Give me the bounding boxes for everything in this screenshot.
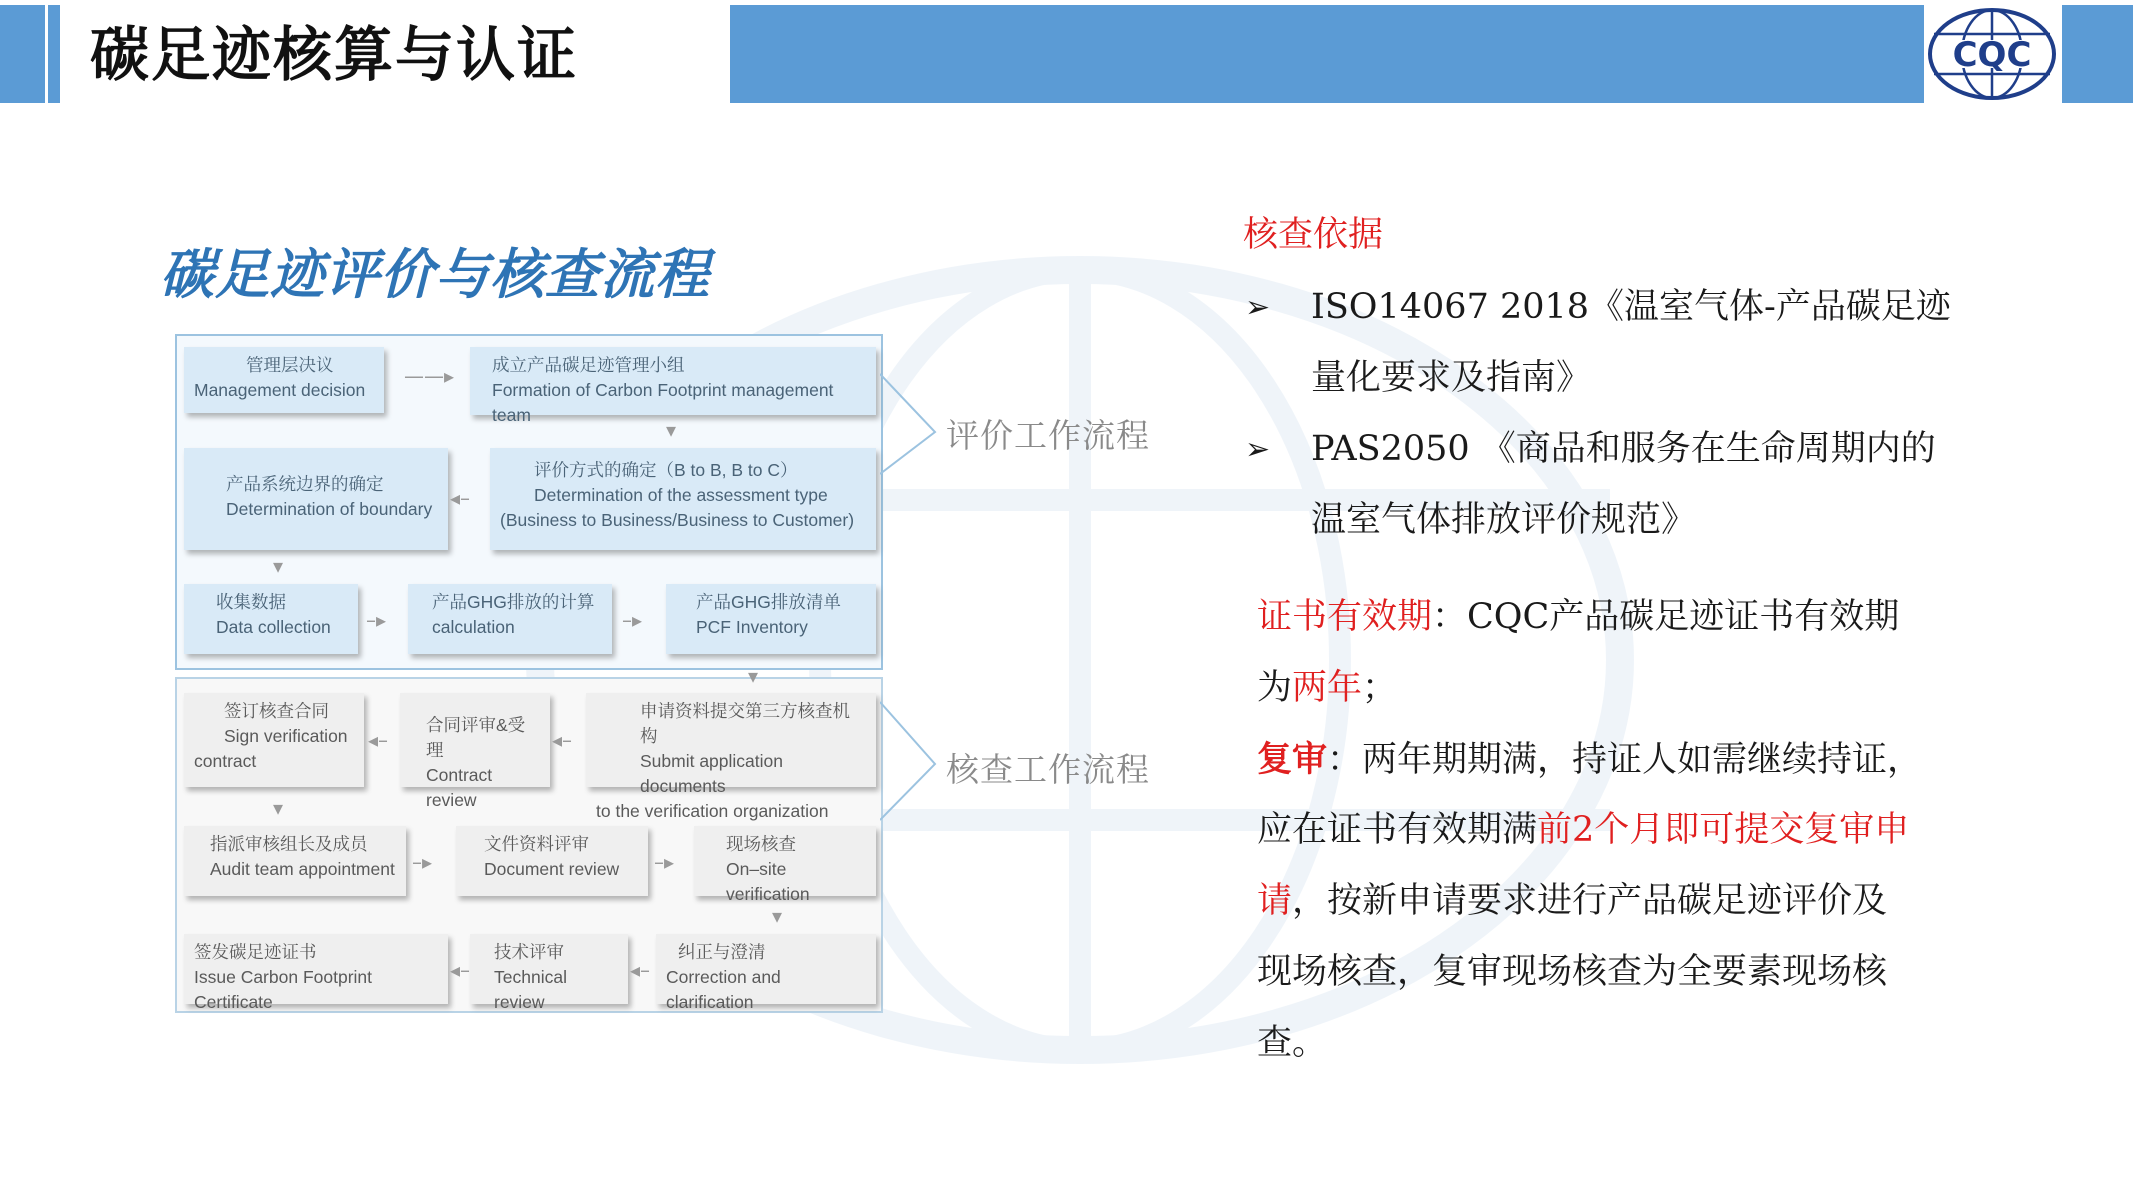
renew-line-5: 查。 [1257, 1023, 1328, 1063]
arrow-right-icon: –▸ [654, 850, 675, 874]
box-correction [656, 934, 876, 1012]
box-en-label: contract [194, 751, 257, 771]
box-zh-label: 收集数据 [216, 592, 286, 612]
basis-item-1-line-1: ISO14067 2018《温室气体-产品碳足迹 [1311, 287, 1951, 327]
box-zh-label: 签发碳足迹证书 [194, 942, 317, 962]
validity-line-1 [1257, 582, 1899, 653]
box-en-label: Determination of boundary [226, 499, 433, 519]
renew-line-1 [1257, 724, 1922, 796]
arrow-left-icon: ◂– [450, 958, 471, 982]
renew-line-3 [1257, 866, 1887, 937]
arrow-right-icon: –▸ [366, 608, 387, 632]
box-sign-contract [184, 693, 364, 787]
arrow-right-icon: –▸ [622, 608, 643, 632]
page-title: 碳足迹核算与认证 [90, 20, 579, 89]
box-submit-documents [586, 693, 876, 821]
box-contract-review [400, 693, 550, 810]
flow-title: 碳足迹评价与核查流程 [160, 243, 710, 306]
box-zh-label: 文件资料评审 [484, 834, 589, 854]
validity-suffix: ； [1362, 668, 1398, 708]
verification-label: 核查工作流程 [946, 750, 1150, 789]
box-en-label: Issue Carbon Footprint Certificate [194, 967, 373, 1012]
validity-prefix: 为 [1257, 668, 1293, 708]
arrow-down-icon: ▾ [273, 554, 284, 578]
box-en-label: to the verification organization [596, 801, 829, 821]
box-zh-label: 合同评审&受理 [426, 715, 526, 760]
box-zh-label: 签订核查合同 [224, 701, 329, 721]
arrow-down-icon: ▾ [666, 418, 677, 442]
arrow-left-icon: ◂– [552, 728, 573, 752]
header-accent-line [48, 5, 60, 103]
box-en-label: Submit application documents [640, 751, 783, 796]
validity-label: 证书有效期 [1257, 597, 1433, 637]
cqc-logo [1924, 4, 2060, 104]
box-zh-label: 技术评审 [494, 942, 564, 962]
validity-line-2 [1257, 653, 1397, 724]
renew-line-3-post: ，按新申请要求进行产品碳足迹评价及 [1292, 881, 1888, 921]
box-zh-label: 现场核查 [726, 834, 796, 854]
arrow-down-icon: ▾ [772, 904, 783, 928]
header-bar [730, 5, 1925, 103]
logo-text: CQC [1952, 35, 2032, 75]
header-accent-block [0, 5, 45, 103]
box-en-label: Determination of the assessment type [534, 485, 828, 505]
box-en-label: Audit team appointment [210, 859, 395, 879]
bullet-arrow-icon: ➢ [1245, 290, 1271, 325]
box-en-label: Formation of Carbon Footprint management team [492, 380, 834, 425]
renew-line-2-pre: 应在证书有效期满 [1257, 810, 1538, 850]
renew-line-3-red: 请 [1257, 881, 1293, 921]
box-zh-label: 纠正与澄清 [678, 942, 766, 962]
header-bar-right [2062, 5, 2133, 103]
box-audit-team [184, 826, 406, 896]
box-zh-label: 产品GHG排放的计算 [432, 592, 595, 612]
box-zh-label: 成立产品碳足迹管理小组 [492, 355, 685, 375]
box-en-label: On–site verification [726, 859, 810, 904]
box-en-label: PCF Inventory [696, 617, 808, 637]
validity-text: ：CQC产品碳足迹证书有效期 [1432, 597, 1900, 637]
box-management-decision [184, 347, 384, 413]
arrow-left-icon: ◂– [450, 486, 471, 510]
arrow-right-icon: ——▸ [404, 364, 455, 388]
basis-item-1-line-2: 量化要求及指南》 [1311, 358, 1592, 398]
box-en-label: Contract review [426, 765, 493, 810]
renew-text: ：两年期期满，持证人如需继续持证， [1327, 740, 1923, 780]
arrow-down-icon: ▾ [748, 664, 759, 688]
box-zh-label: 产品GHG排放清单 [696, 592, 841, 612]
box-technical-review [470, 934, 628, 1012]
box-en-label: Sign verification [224, 726, 348, 746]
box-zh-label: 产品系统边界的确定 [226, 474, 384, 494]
arrow-right-icon: –▸ [412, 850, 433, 874]
box-en-label: Management decision [194, 380, 366, 400]
box-onsite-verification [694, 826, 876, 904]
box-en-label: Correction and clarification [666, 967, 781, 1012]
box-zh-label: 评价方式的确定（B to B, B to C） [534, 460, 798, 480]
arrow-down-icon: ▾ [273, 796, 284, 820]
bullet-arrow-icon: ➢ [1245, 432, 1271, 467]
box-zh-label: 指派审核组长及成员 [210, 834, 368, 854]
box-assessment-type [490, 448, 876, 550]
basis-heading: 核查依据 [1243, 215, 1384, 255]
arrow-left-icon: ◂– [630, 958, 651, 982]
validity-years: 两年 [1292, 668, 1363, 708]
panel-bracket-lines [880, 334, 940, 1014]
box-zh-label: 管理层决议 [246, 355, 334, 375]
basis-item-2-line-1: PAS2050 《商品和服务在生命周期内的 [1311, 429, 1936, 469]
box-ghg-calculation [408, 584, 612, 654]
box-en-label: Document review [484, 859, 620, 879]
renew-line-2 [1257, 795, 1909, 866]
box-zh-label: 申请资料提交第三方核查机构 [640, 701, 850, 746]
box-en-label: (Business to Business/Business to Customer) [500, 510, 855, 530]
box-en-label: Data collection [216, 617, 331, 637]
box-pcf-inventory [666, 584, 876, 654]
renew-line-4: 现场核查，复审现场核查为全要素现场核 [1257, 952, 1888, 992]
box-data-collection [184, 584, 358, 654]
box-formation-team [470, 347, 876, 425]
arrow-left-icon: ◂– [368, 728, 389, 752]
evaluation-label: 评价工作流程 [946, 416, 1150, 455]
box-en-label: Technical review [494, 967, 567, 1012]
box-en-label: calculation [432, 617, 515, 637]
renew-label: 复审 [1257, 739, 1328, 780]
renew-line-2-red: 前2个月即可提交复审申 [1537, 810, 1910, 850]
basis-item-2-line-2: 温室气体排放评价规范》 [1311, 500, 1697, 540]
box-boundary [184, 448, 448, 550]
box-document-review [456, 826, 648, 896]
box-issue-certificate [184, 934, 448, 1012]
